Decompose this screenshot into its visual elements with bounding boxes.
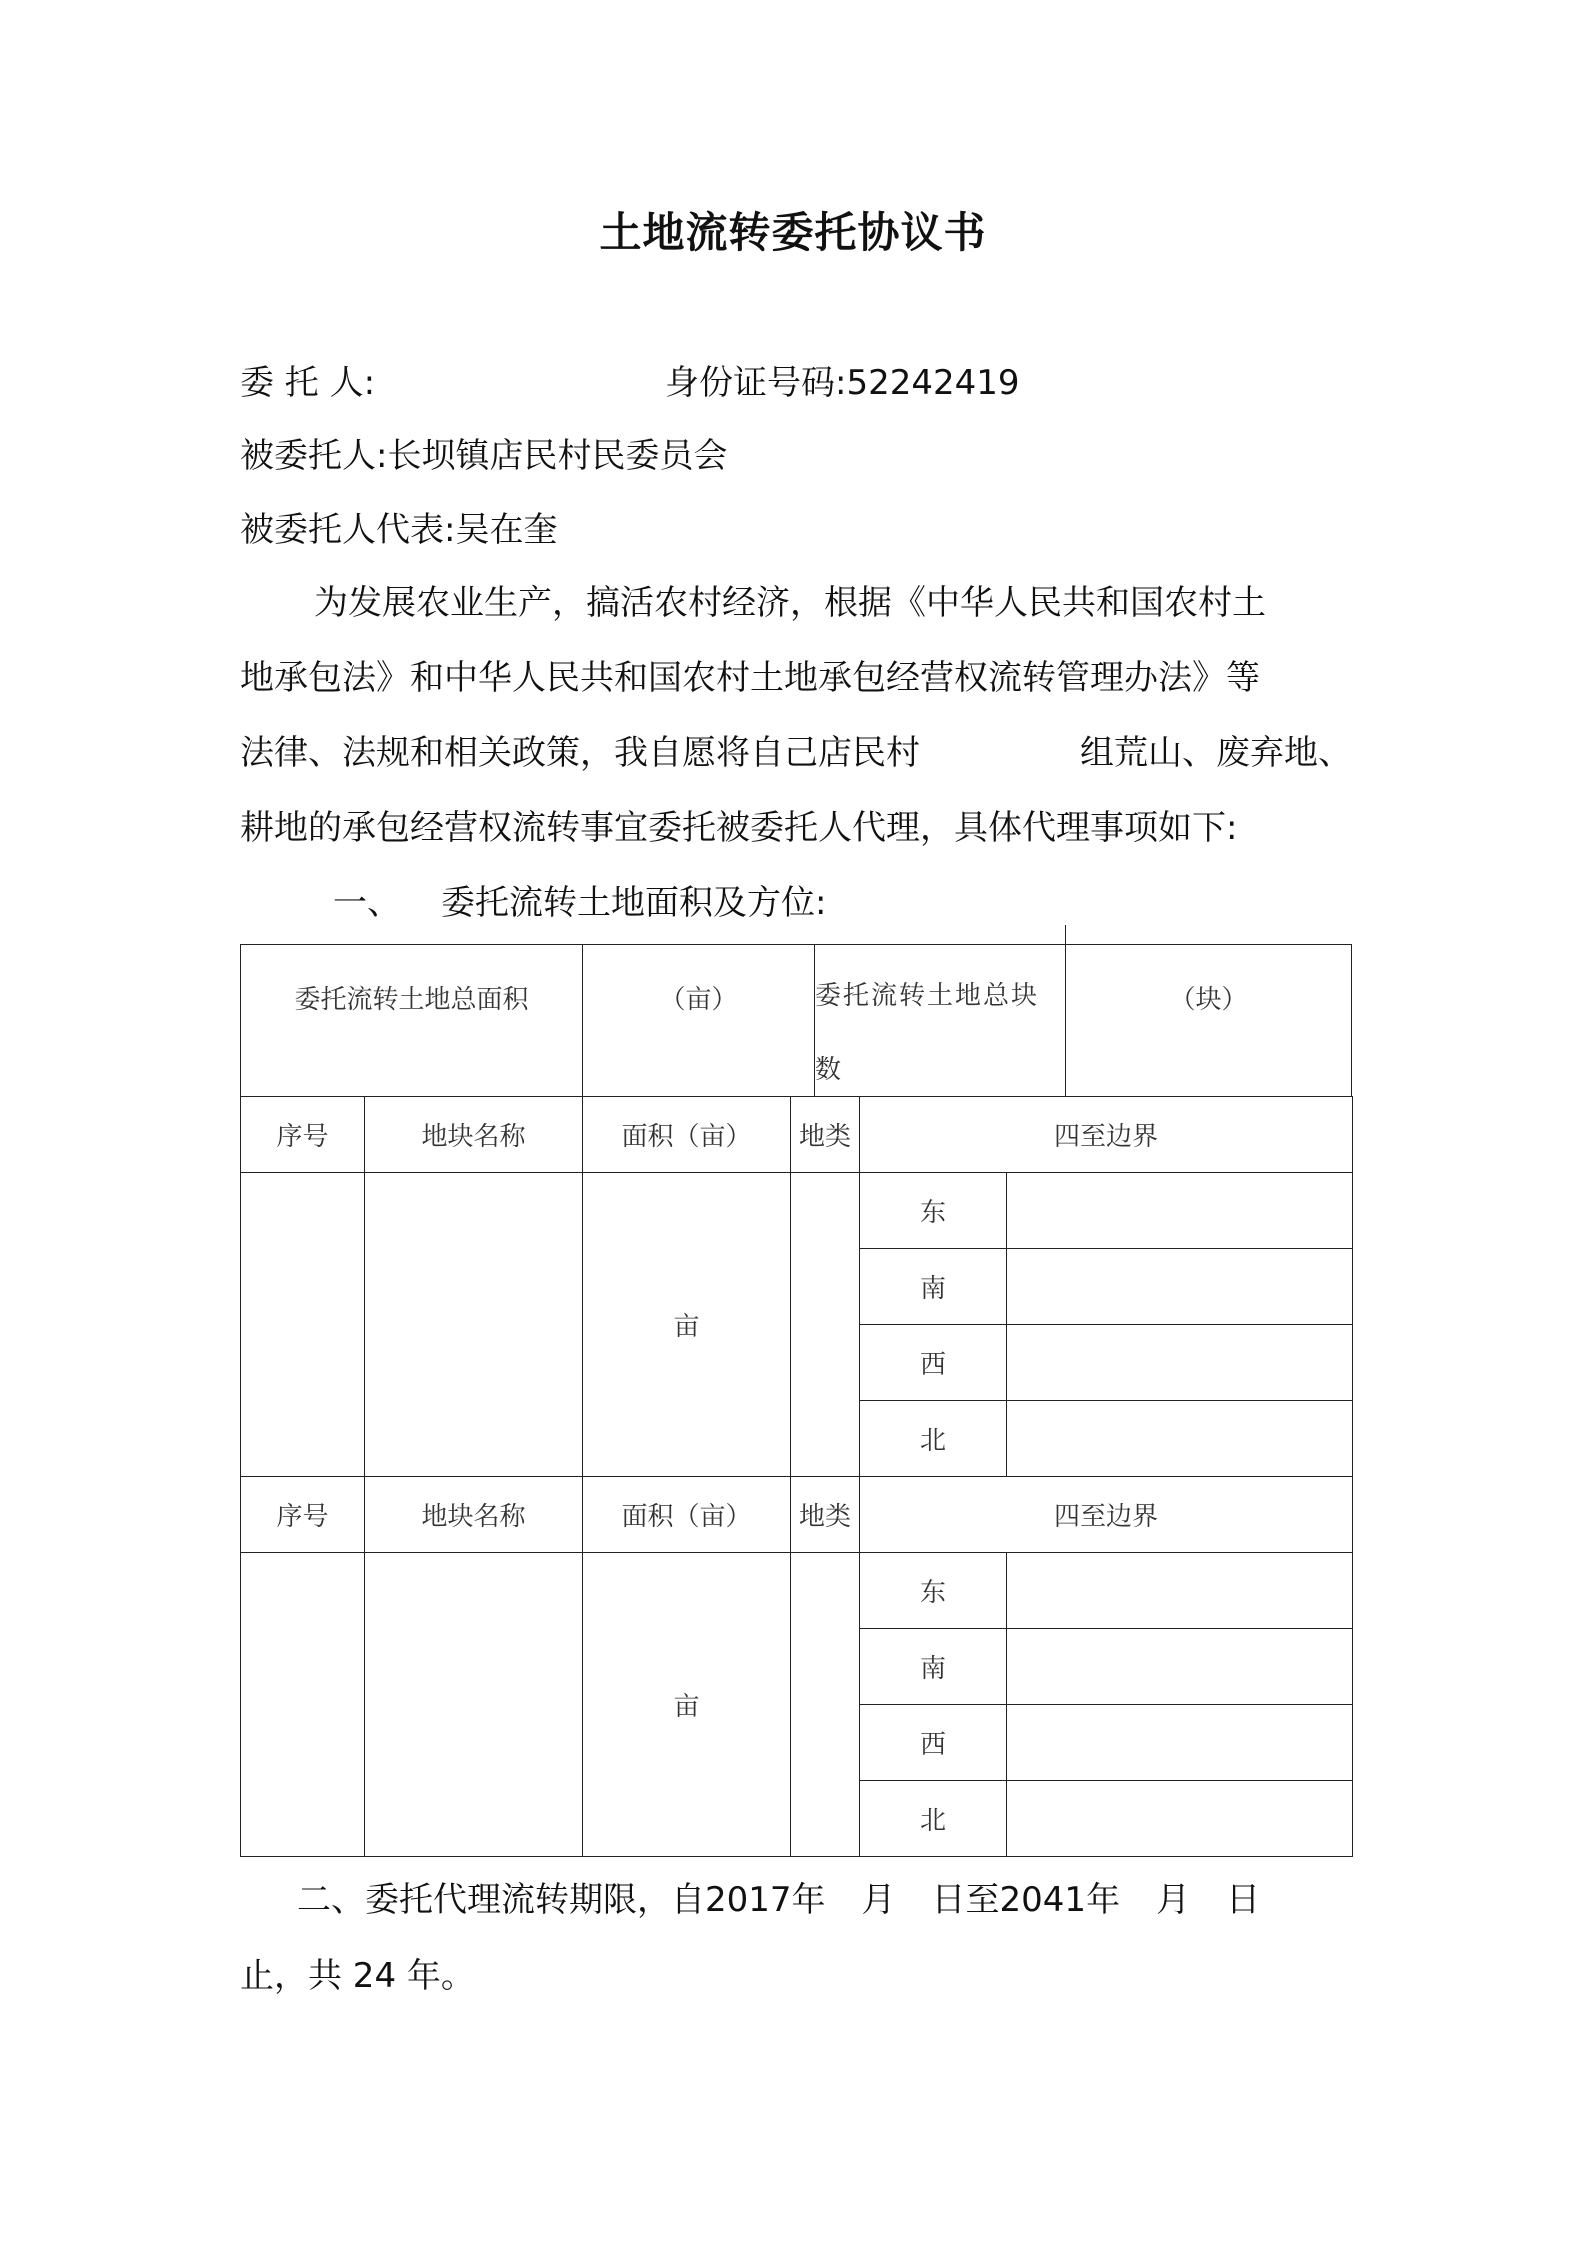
plot-table-header (241, 1097, 1353, 1173)
boundary-east-value[interactable] (1007, 1553, 1353, 1629)
boundary-north-value[interactable] (1007, 1781, 1353, 1857)
agent-line (240, 428, 727, 477)
principal-line (240, 355, 375, 404)
boundary-south-value[interactable] (1007, 1249, 1353, 1325)
plot-table-header (241, 1477, 1353, 1553)
section1-heading (333, 875, 826, 924)
section2-line-2: 止，共 24 年。 (240, 1956, 475, 1996)
area-unit: 亩 (673, 1312, 700, 1342)
principal-label: 委 托 人: (240, 363, 376, 403)
plot-name-cell[interactable] (365, 1553, 583, 1857)
area-unit: 亩 (673, 1692, 700, 1722)
agent-label: 被委托人: (240, 436, 388, 476)
section1-number: 一、 (333, 883, 401, 923)
summary-row (240, 944, 1352, 1097)
col-boundaries-header: 四至边界 (860, 1477, 1353, 1553)
boundary-east-label: 东 (860, 1173, 1007, 1249)
plot-landtype-cell[interactable] (791, 1173, 860, 1477)
end-month-unit: 月 (1156, 1880, 1191, 1920)
plot-index-cell[interactable] (241, 1173, 365, 1477)
total-plots-unit: （块） (1169, 985, 1248, 1015)
boundary-west-value[interactable] (1007, 1325, 1353, 1401)
paragraph-line-2: 地承包法》和中华人民共和国农村土地承包经营权流转管理办法》等 (240, 658, 1260, 698)
total-area-label: 委托流转土地总面积 (241, 945, 583, 1096)
boundary-south-label: 南 (860, 1249, 1007, 1325)
agent-rep-label: 被委托人代表: (240, 510, 456, 550)
section1-title: 委托流转土地面积及方位: (441, 883, 827, 923)
paragraph-line-1: 为发展农业生产，搞活农村经济，根据《中华人民共和国农村土 (314, 583, 1266, 623)
paragraph-line-3a: 法律、法规和相关政策，我自愿将自己店民村 (240, 733, 920, 773)
agent-rep-line (240, 502, 557, 551)
boundary-south-value[interactable] (1007, 1629, 1353, 1705)
start-day-to: 日至 (931, 1880, 1000, 1920)
agent-value: 长坝镇店民村民委员会 (387, 436, 728, 476)
plot-area-cell[interactable] (583, 1173, 791, 1477)
start-month-unit: 月 (861, 1880, 896, 1920)
id-label: 身份证号码: (665, 363, 847, 403)
section2-line-1 (297, 1872, 1260, 1921)
total-plots-label: 委托流转土地总块数 (815, 925, 1066, 1096)
id-number-line (665, 355, 1020, 404)
col-area-header: 面积（亩） (583, 1477, 791, 1553)
boundary-west-label: 西 (860, 1705, 1007, 1781)
boundary-east-label: 东 (860, 1553, 1007, 1629)
plot-landtype-cell[interactable] (791, 1553, 860, 1857)
boundary-north-label: 北 (860, 1781, 1007, 1857)
end-day-unit: 日 (1226, 1880, 1261, 1920)
col-name-header: 地块名称 (365, 1097, 583, 1173)
col-landtype-header: 地类 (791, 1477, 860, 1553)
agent-rep-value: 吴在奎 (455, 510, 558, 550)
boundary-north-label: 北 (860, 1401, 1007, 1477)
start-year: 2017 (705, 1880, 792, 1920)
end-year-unit: 年 (1086, 1880, 1121, 1920)
total-area-unit: （亩） (583, 945, 815, 1096)
boundary-north-value[interactable] (1007, 1401, 1353, 1477)
boundary-west-label: 西 (860, 1325, 1007, 1401)
boundary-south-label: 南 (860, 1629, 1007, 1705)
document-title: 土地流转委托协议书 (599, 208, 987, 257)
col-landtype-header: 地类 (791, 1097, 860, 1173)
paragraph-line-3b: 组荒山、废弃地、 (1080, 733, 1352, 773)
plot-index-cell[interactable] (241, 1553, 365, 1857)
id-value: 52242419 (846, 363, 1020, 403)
section2-prefix: 二、委托代理流转期限，自 (297, 1880, 705, 1920)
plot-table-1 (240, 1096, 1353, 1857)
col-boundaries-header: 四至边界 (860, 1097, 1353, 1173)
col-index-header: 序号 (241, 1477, 365, 1553)
col-name-header: 地块名称 (365, 1477, 583, 1553)
col-index-header: 序号 (241, 1097, 365, 1173)
end-year: 2041 (999, 1880, 1087, 1920)
plot-name-cell[interactable] (365, 1173, 583, 1477)
plot-area-cell[interactable] (583, 1553, 791, 1857)
col-area-header: 面积（亩） (583, 1097, 791, 1173)
boundary-east-value[interactable] (1007, 1173, 1353, 1249)
start-year-unit: 年 (791, 1880, 826, 1920)
paragraph-line-4: 耕地的承包经营权流转事宜委托被委托人代理，具体代理事项如下: (240, 808, 1238, 848)
boundary-west-value[interactable] (1007, 1705, 1353, 1781)
